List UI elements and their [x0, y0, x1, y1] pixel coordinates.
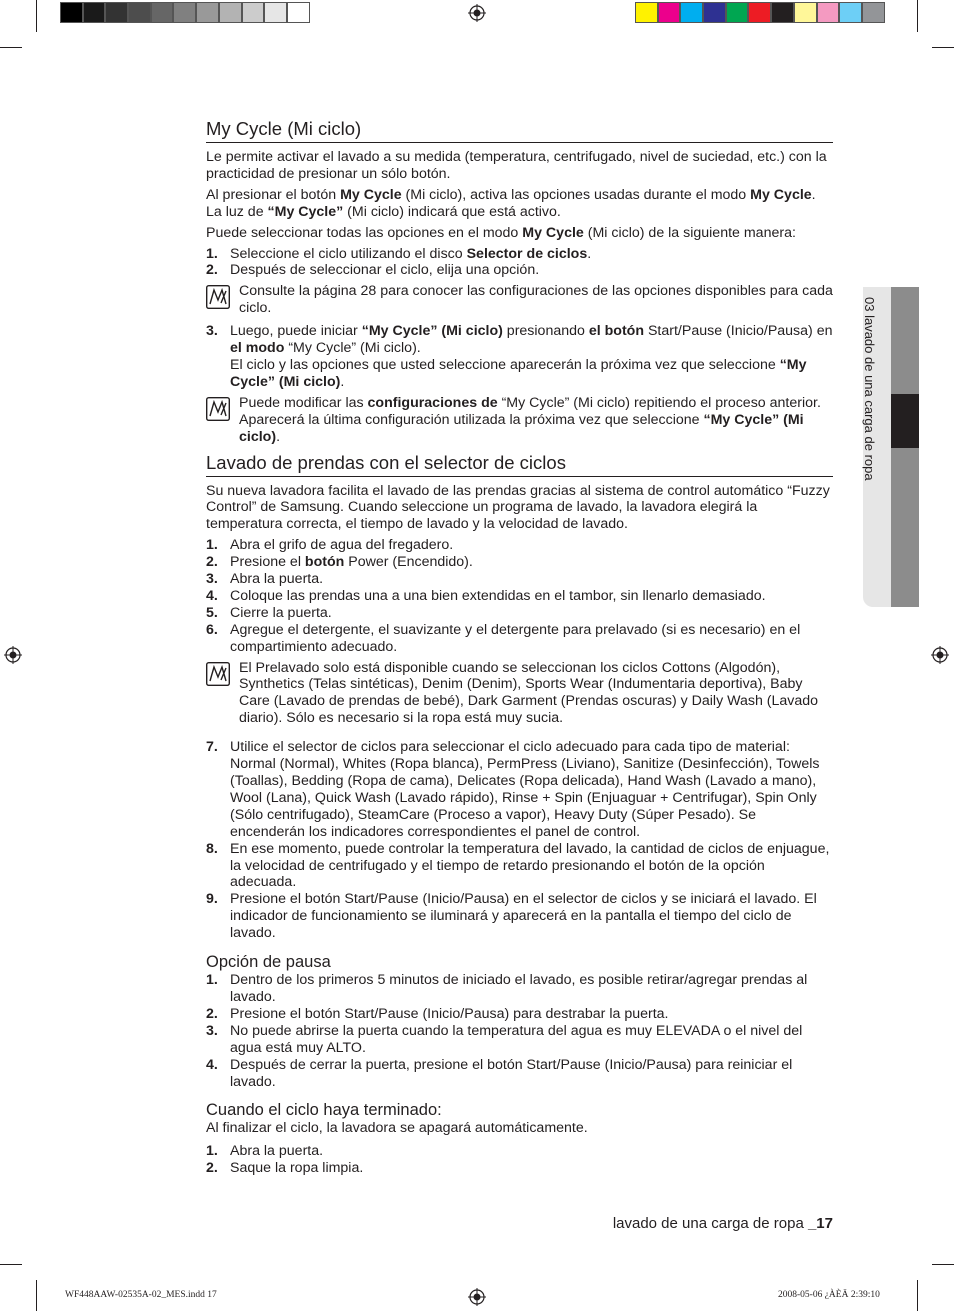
crop-mark: [36, 0, 37, 32]
registration-mark-icon: [931, 646, 949, 664]
color-swatch: [128, 2, 151, 23]
list-item: 3. Luego, puede iniciar “My Cycle” (Mi ciclo) presionando el botón Start/Pause (Inicio/Pausa) en el modo “My Cycle” (Mi ciclo). El ciclo y las opciones que usted seleccione aparecerán la próxima vez que seleccione “My Cycle” (Mi ciclo).: [206, 323, 833, 390]
list-item: 2. Saque la ropa limpia.: [206, 1160, 364, 1177]
color-swatch: [83, 2, 106, 23]
section-title-selector: Lavado de prendas con el selector de ciclos: [206, 452, 833, 477]
note-block: [206, 283, 833, 317]
color-swatch: [219, 2, 242, 23]
steps-list: [206, 246, 833, 280]
list-item: 3. Abra la puerta.: [206, 571, 324, 588]
list-item: 6. Agregue el detergente, el suavizante y el detergente para prelavado (si es necesario) en el compartimiento adecuado.: [206, 621, 801, 655]
color-swatch: [862, 2, 885, 23]
steps-list: [206, 323, 833, 391]
page-footer: lavado de una carga de ropa _17: [612, 1215, 833, 1232]
section-title-pause: Opción de pausa: [206, 953, 331, 972]
list-item: 1. Abra el grifo de agua del fregadero.: [206, 537, 454, 554]
crop-mark: [932, 47, 954, 48]
note-block: [206, 660, 833, 728]
grayscale-swatch-bar: [60, 2, 310, 23]
list-item: 1. Abra la puerta.: [206, 1143, 324, 1160]
side-tab-marker: [891, 394, 919, 448]
note-block: [206, 395, 833, 446]
crop-mark: [36, 1280, 37, 1311]
crop-mark: [0, 47, 22, 48]
color-swatch: [794, 2, 817, 23]
steps-list: [206, 972, 833, 1090]
color-swatch: [748, 2, 771, 23]
list-item: 5. Cierre la puerta.: [206, 604, 332, 621]
list-item: 4. Coloque las prendas una a una bien extendidas en el tambor, sin llenarlo demasiado.: [206, 587, 766, 604]
color-swatch: [173, 2, 196, 23]
steps-list: [206, 739, 833, 942]
note-pencil-icon: [206, 285, 230, 309]
paragraph: Le permite activar el lavado a su medida (temperatura, centrifugado, nivel de suciedad, etc.) con la practicidad de presionar un sólo botón.: [206, 149, 827, 182]
crop-mark: [917, 0, 918, 32]
paragraph: Al presionar el botón My Cycle (Mi ciclo), activa las opciones usadas durante el modo My Cycle. La luz de “My Cycle” (Mi ciclo) indicará que está activo.: [206, 186, 816, 220]
note-pencil-icon: [206, 662, 230, 686]
color-swatch: [726, 2, 749, 23]
imprint-filename: WF448AAW-02535A-02_MES.indd 17: [65, 1290, 217, 1300]
note-text: El Prelavado solo está disponible cuando se seleccionan los ciclos Cottons (Algodón), Synthetics (Telas sintéticas), Denim (Denim), Sports Wear (Indumentaria deportiva), Baby Care (Lavado de prendas de bebé), Dark Garment (Prendas oscuras) y Daily Wash (Lavado diario). Sólo es necesario si la ropa está muy sucia.: [239, 659, 819, 727]
list-item: 2. Presione el botón Start/Pause (Inicio/Pausa) para destrabar la puerta.: [206, 1005, 669, 1022]
crop-mark: [0, 1264, 22, 1265]
list-item: 4. Después de cerrar la puerta, presione el botón Start/Pause (Inicio/Pausa) para reiniciar el lavado.: [206, 1056, 793, 1090]
color-swatch: [196, 2, 219, 23]
color-swatch: [151, 2, 174, 23]
list-item: 1. Dentro de los primeros 5 minutos de iniciado el lavado, es posible retirar/agregar prendas al lavado.: [206, 972, 808, 1005]
registration-mark-icon: [468, 1288, 486, 1306]
paragraph: Puede seleccionar todas las opciones en el modo My Cycle (Mi ciclo) de la siguiente manera:: [206, 224, 796, 241]
section-title-finished: Cuando el ciclo haya terminado:: [206, 1101, 442, 1120]
color-swatch-bar: [635, 2, 885, 23]
crop-mark: [932, 1264, 954, 1265]
registration-mark-icon: [468, 4, 486, 22]
paragraph: Su nueva lavadora facilita el lavado de las prendas gracias al sistema de control automático “Fuzzy Control” de Samsung. Cuando seleccione un programa de lavado, la lavadora elegirá la temperatura correcta, el tiempo de lavado y la velocidad de lavado.: [206, 482, 830, 533]
color-swatch: [817, 2, 840, 23]
note-text: Consulte la página 28 para conocer las configuraciones de las opciones disponibles para cada ciclo.: [239, 283, 833, 317]
page-content: [206, 118, 833, 1177]
list-item: 3. No puede abrirse la puerta cuando la temperatura del agua es muy ELEVADA o el nivel del agua está muy ALTO.: [206, 1022, 803, 1056]
color-swatch: [105, 2, 128, 23]
color-swatch: [839, 2, 862, 23]
color-swatch: [635, 2, 658, 23]
color-swatch: [60, 2, 83, 23]
imprint-date: 2008-05-06 ¿ÀÈÄ 2:39:10: [778, 1290, 880, 1300]
color-swatch: [703, 2, 726, 23]
color-swatch: [264, 2, 287, 23]
registration-mark-icon: [4, 646, 22, 664]
section-title-my-cycle: My Cycle (Mi ciclo): [206, 118, 833, 143]
note-text: Puede modificar las configuraciones de “My Cycle” (Mi ciclo) repitiendo el proceso anterior. Aparecerá la última configuración utilizada la próxima vez que seleccione “My Cycle” (Mi ciclo).: [239, 394, 821, 445]
color-swatch: [771, 2, 794, 23]
color-swatch: [658, 2, 681, 23]
steps-list: [206, 1143, 833, 1177]
chapter-side-tab: [863, 287, 919, 607]
list-item: 9. Presione el botón Start/Pause (Inicio/Pausa) en el selector de ciclos y se iniciará el lavado. El indicador de funcionamiento se iluminará y aparecerá en la pantalla el tiempo del ciclo de lavado.: [206, 891, 817, 942]
steps-list: [206, 537, 833, 655]
chapter-label: 03 lavado de una carga de ropa: [862, 297, 877, 481]
paragraph: Al finalizar el ciclo, la lavadora se apagará automáticamente.: [206, 1120, 588, 1137]
color-swatch: [287, 2, 310, 23]
crop-mark: [917, 1280, 918, 1311]
list-item: 8. En ese momento, puede controlar la temperatura del lavado, la cantidad de ciclos de enjuague, la velocidad de centrifugado y el tiempo de retardo presionando el botón de la opción adecuada.: [206, 840, 830, 891]
list-item: 2. Presione el botón Power (Encendido).: [206, 554, 473, 571]
color-swatch: [680, 2, 703, 23]
color-swatch: [242, 2, 265, 23]
list-item: 2. Después de seleccionar el ciclo, elija una opción.: [206, 262, 540, 279]
list-item: 7. Utilice el selector de ciclos para seleccionar el ciclo adecuado para cada tipo de material: Normal (Normal), Whites (Ropa blanca), PermPress (Liviano), Sanitize (Desinfección), Towels (Toallas), Bedding (Ropa de cama), Delicates (Ropa delicada), Hand Wash (Lavado a mano), Wool (Lana), Quick Wash (Lavado rápido), Rinse + Spin (Enjuaguar + Centrifugar), Spin Only (Sólo centrifugado), SteamCare (Proceso a vapor), Heavy Duty (Súper Pesado). Se encenderán los indicadores correspondientes el panel de control.: [206, 739, 820, 840]
list-item: 1. Seleccione el ciclo utilizando el disco Selector de ciclos.: [206, 245, 592, 262]
note-pencil-icon: [206, 397, 230, 421]
